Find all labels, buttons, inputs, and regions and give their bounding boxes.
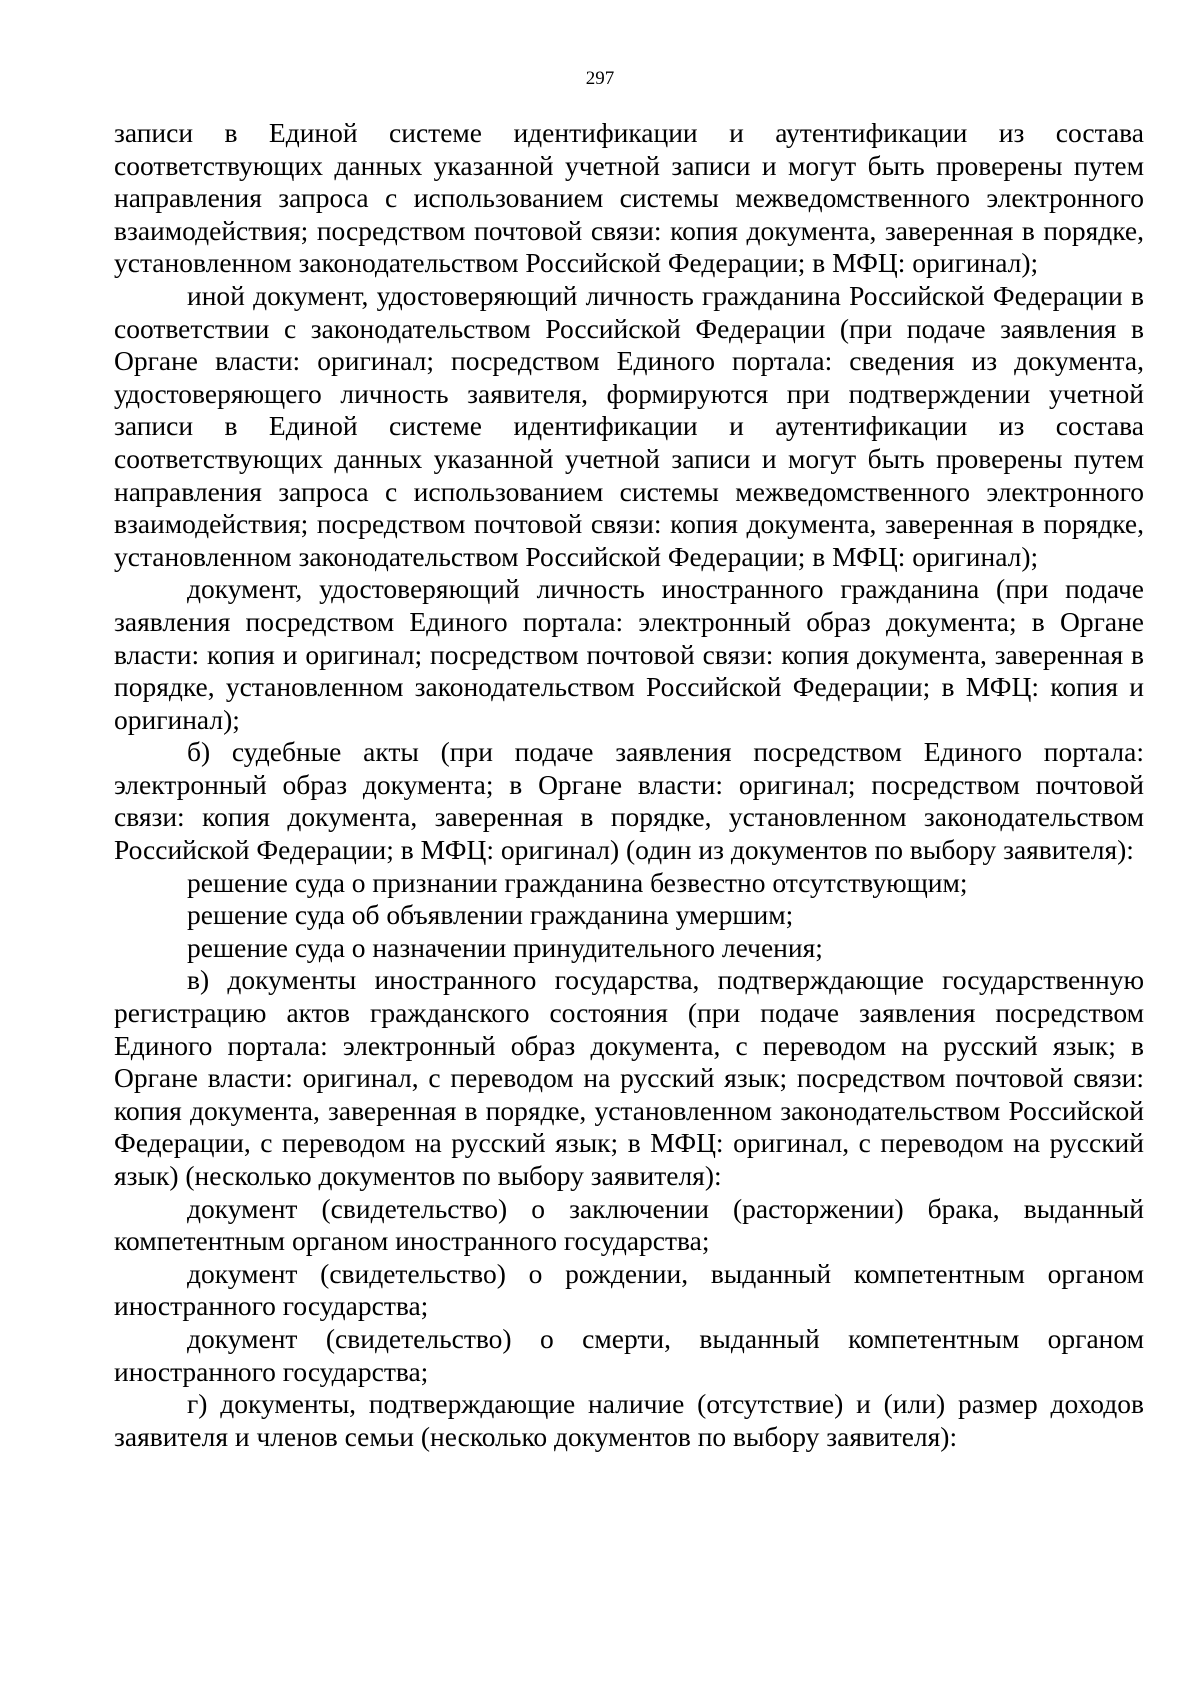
paragraph: документ (свидетельство) о рождении, выданный компетентным органом иностранного государства; [114,1257,1144,1322]
paragraph-continuation: записи в Единой системе идентификации и аутентификации из состава соответствующих данных указанной учетной записи и могут быть проверены путем направления запроса с использованием системы межведомственного электронного взаимодействия; посредством почтовой связи: копия документа, заверенная в порядке, установленном законодательством Российской Федерации; в МФЦ: оригинал); [114,117,1144,279]
paragraph-item-v: в) документы иностранного государства, подтверждающие государственную регистрацию актов гражданского состояния (при подаче заявления посредством Единого портала: электронный образ документа, с переводом на русский язык; в Органе власти: оригинал, с переводом на русский язык; посредством почтовой связи: копия документа, заверенная в порядке, установленном законодательством Российской Федерации, с переводом на русский язык; в МФЦ: оригинал, с переводом на русский язык) (несколько документов по выбору заявителя): [114,964,1144,1191]
paragraph-item-b: б) судебные акты (при подаче заявления посредством Единого портала: электронный образ документа; в Органе власти: оригинал; посредством почтовой связи: копия документа, заверенная в порядке, установленном законодательством Российской Федерации; в МФЦ: оригинал) (один из документов по выбору заявителя): [114,736,1144,866]
paragraph-item-g: г) документы, подтверждающие наличие (отсутствие) и (или) размер доходов заявителя и членов семьи (несколько документов по выбору заявителя): [114,1388,1144,1452]
paragraph: решение суда об объявлении гражданина умершим; [187,899,794,931]
paragraph: документ, удостоверяющий личность иностранного гражданина (при подаче заявления посредством Единого портала: электронный образ документа; в Органе власти: копия и оригинал; посредством почтовой связи: копия документа, заверенная в порядке, установленном законодательством Российской Федерации; в МФЦ: копия и оригинал); [114,573,1144,735]
paragraph: решение суда о признании гражданина безвестно отсутствующим; [187,866,968,898]
page-number: 297 [585,68,615,89]
paragraph: иной документ, удостоверяющий личность гражданина Российской Федерации в соответствии с законодательством Российской Федерации (при подаче заявления в Органе власти: оригинал; посредством Единого портала: сведения из документа, удостоверяющего личность заявителя, формируются при подтверждении учетной записи в Единой системе идентификации и аутентификации из состава соответствующих данных указанной учетной записи и могут быть проверены путем направления запроса с использованием системы межведомственного электронного взаимодействия; посредством почтовой связи: копия документа, заверенная в порядке, установленном законодательством Российской Федерации; в МФЦ: оригинал); [114,279,1144,572]
paragraph: документ (свидетельство) о смерти, выданный компетентным органом иностранного государства; [114,1322,1144,1387]
paragraph: решение суда о назначении принудительного лечения; [187,931,823,963]
document-body [114,117,1144,1453]
paragraph: документ (свидетельство) о заключении (расторжении) брака, выданный компетентным органом иностранного государства; [114,1192,1144,1257]
